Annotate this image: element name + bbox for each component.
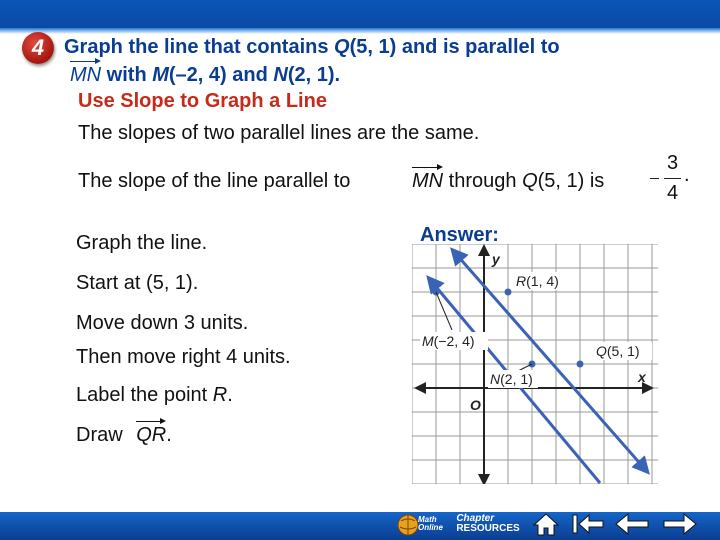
slope-numerator: 3 [667, 152, 679, 174]
resources-label: RESOURCES [456, 523, 520, 534]
top-banner-fade [0, 28, 720, 34]
chapter-resources-button[interactable] [452, 508, 524, 540]
home-button[interactable] [532, 508, 560, 540]
step-text: . [227, 384, 233, 406]
next-slide-button[interactable] [660, 508, 700, 540]
point-q-label: Q [334, 36, 350, 58]
math-online-label-2: Online [418, 523, 443, 532]
point-n-label [488, 370, 538, 388]
svg-text:Q(5, 1): Q(5, 1) [596, 343, 640, 359]
previous-slide-button[interactable] [612, 508, 652, 540]
section-subtitle: Use Slope to Graph a Line [78, 90, 327, 112]
explanation-line-2b [412, 170, 604, 193]
problem-title-line-1 [64, 36, 560, 59]
point-q-label: Q [522, 170, 538, 192]
step-label-point [76, 384, 233, 407]
step-text: . [166, 424, 172, 446]
coordinate-graph [412, 244, 658, 484]
arrow-right-icon [662, 512, 698, 536]
answer-label: Answer: [420, 224, 499, 246]
step-text: Label the point [76, 384, 213, 406]
title-text: (2, 1). [287, 64, 341, 86]
origin-label: O [470, 397, 481, 413]
point-r [505, 289, 512, 296]
x-axis-label: x [638, 369, 646, 385]
explanation-text: (5, 1) is [537, 170, 605, 192]
segment-mn-label: MN [70, 64, 102, 86]
segment-mn-label: MN [412, 170, 444, 192]
top-banner [0, 0, 720, 28]
example-number: 4 [31, 35, 45, 60]
home-icon [533, 512, 559, 536]
fraction-bar [664, 178, 681, 179]
first-slide-button[interactable] [568, 508, 608, 540]
point-r-label: R [212, 384, 228, 406]
title-text: with [101, 64, 153, 86]
skip-back-icon [570, 512, 606, 536]
title-text: (5, 1) and is parallel to [349, 36, 560, 58]
chapter-label: Chapter [456, 513, 495, 524]
point-m-label: M [152, 64, 169, 86]
point-q [577, 361, 584, 368]
step-start: Start at (5, 1). [76, 272, 199, 294]
explanation-text: through [443, 170, 523, 192]
math-online-label-1: Math [418, 515, 437, 524]
y-axis-label: y [492, 251, 500, 267]
point-r-label [514, 272, 572, 290]
step-draw-segment [76, 424, 172, 447]
sentence-period: . [684, 164, 690, 186]
point-m-label [420, 332, 488, 350]
explanation-line-1: The slopes of two parallel lines are the same. [78, 122, 480, 144]
explanation-text: The slope of the line parallel to [78, 170, 351, 192]
slope-fraction [650, 152, 690, 208]
step-move-down: Move down 3 units. [76, 312, 249, 334]
math-online-button[interactable] [396, 508, 446, 540]
example-number-badge [22, 32, 54, 64]
svg-text:M(−2, 4): M(−2, 4) [422, 333, 475, 349]
negative-sign [650, 178, 659, 179]
problem-title-line-2 [70, 64, 340, 87]
svg-text:R(1, 4): R(1, 4) [516, 273, 559, 289]
title-text: (–2, 4) and [168, 64, 274, 86]
explanation-line-2 [78, 170, 350, 193]
point-n-label: N [273, 64, 288, 86]
point-q-label [594, 342, 652, 360]
svg-text:N(2, 1): N(2, 1) [490, 371, 533, 387]
step-graph-line: Graph the line. [76, 232, 208, 254]
step-text: Draw [76, 424, 129, 446]
step-move-right: Then move right 4 units. [76, 346, 291, 368]
title-text: Graph the line that contains [64, 36, 335, 58]
segment-qr-label: QR [136, 424, 167, 446]
arrow-left-icon [614, 512, 650, 536]
slope-denominator: 4 [667, 182, 679, 204]
